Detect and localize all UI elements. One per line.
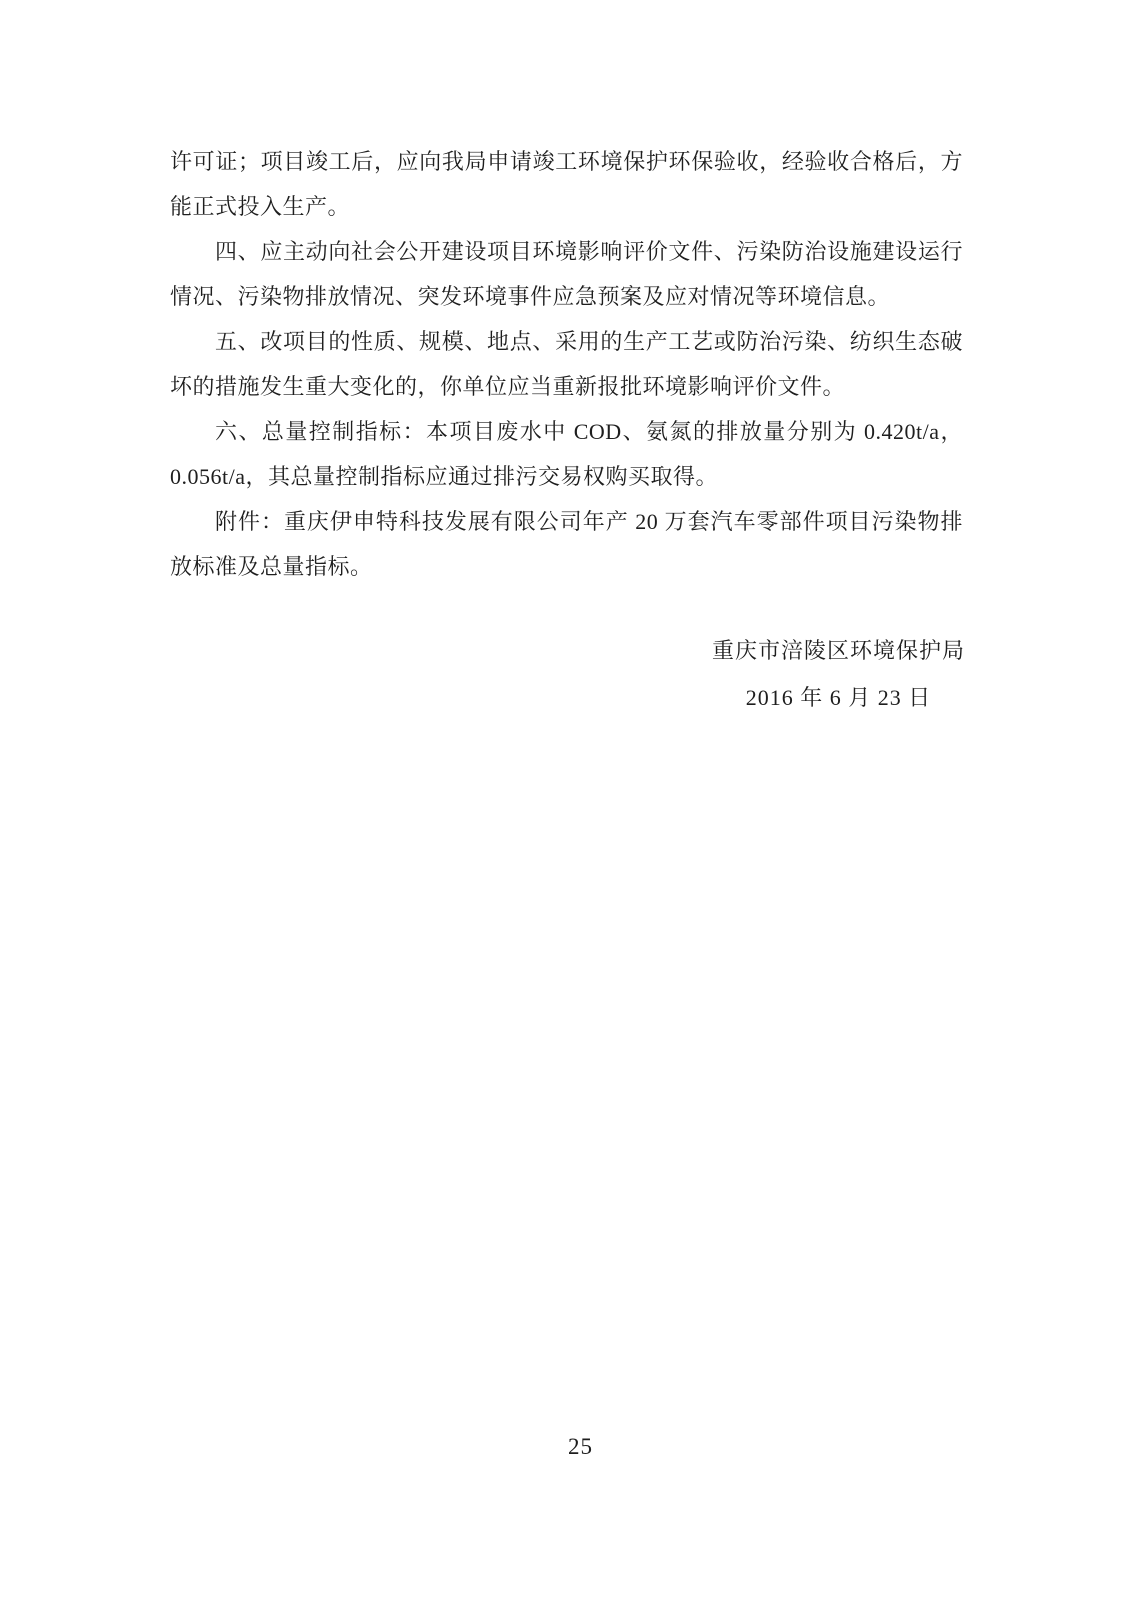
para-item-four bbox=[170, 229, 963, 319]
text-line: 四、应主动向社会公开建设项目环境影响评价文件、污染防治设施建设运行 bbox=[215, 239, 963, 264]
para-attachment bbox=[170, 499, 963, 589]
page-number: 25 bbox=[568, 1434, 593, 1459]
para-item-five bbox=[170, 319, 963, 409]
text-line: 0.056t/a，其总量控制指标应通过排污交易权购买取得。 bbox=[170, 464, 718, 489]
signature-block bbox=[712, 627, 965, 721]
document-body bbox=[170, 139, 963, 589]
text-line: 附件：重庆伊申特科技发展有限公司年产 20 万套汽车零部件项目污染物排 bbox=[215, 509, 963, 534]
text-line: 坏的措施发生重大变化的，你单位应当重新报批环境影响评价文件。 bbox=[170, 374, 846, 399]
text-line: 能正式投入生产。 bbox=[170, 194, 351, 219]
signature-date: 2016 年 6 月 23 日 bbox=[745, 685, 932, 710]
signature-organization: 重庆市涪陵区环境保护局 bbox=[711, 638, 965, 663]
para-continuation bbox=[170, 139, 963, 229]
text-line: 情况、污染物排放情况、突发环境事件应急预案及应对情况等环境信息。 bbox=[170, 284, 891, 309]
text-line: 许可证；项目竣工后，应向我局申请竣工环境保护环保验收，经验收合格后，方 bbox=[170, 149, 963, 174]
para-item-six bbox=[170, 409, 963, 499]
text-line: 五、改项目的性质、规模、地点、采用的生产工艺或防治污染、纺织生态破 bbox=[215, 329, 963, 354]
text-line: 六、总量控制指标：本项目废水中 COD、氨氮的排放量分别为 0.420t/a， bbox=[215, 419, 963, 444]
text-line: 放标准及总量指标。 bbox=[170, 554, 373, 579]
